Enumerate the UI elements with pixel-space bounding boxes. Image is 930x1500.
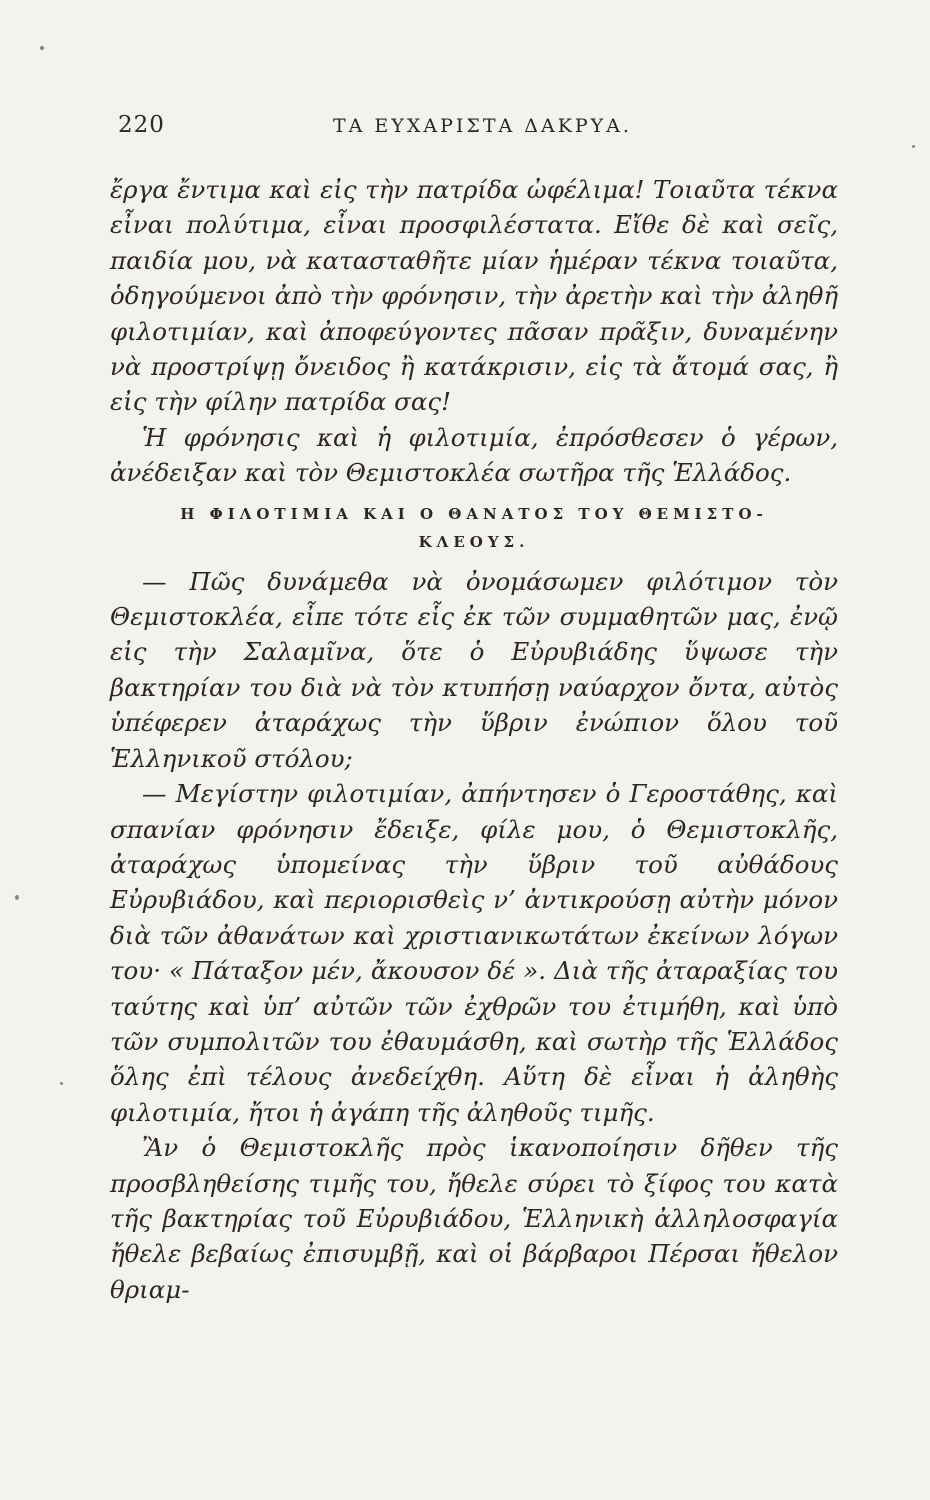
page-header [118,112,830,148]
scan-speck [912,145,915,148]
section-heading [110,500,838,556]
running-title: ΤΑ ΕΥΧΑΡΙΣΤΑ ΔΑΚΡΥΑ. [333,115,632,137]
body-text [110,172,838,1307]
scan-speck [60,1082,63,1085]
section-heading-line: ΚΛΕΟΥΣ. [418,532,530,551]
paragraph: ἔργα ἔντιμα καὶ εἰς τὴν πατρίδα ὠφέλιμα! Τοιαῦτα τέκνα εἶναι πολύτιμα, εἶναι προσφιλέστατα. Εἴθε δὲ καὶ σεῖς, παιδία μου, νὰ κατασταθῆτε μίαν ἡμέραν τέκνα τοιαῦτα, ὁδηγούμενοι ἀπὸ τὴν φρόνησιν, τὴν ἀρετὴν καὶ τὴν ἀληθῆ φιλοτιμίαν, καὶ ἀποφεύγοντες πᾶσαν πρᾶξιν, δυναμένην νὰ προστρίψῃ ὄνειδος ἢ κατάκρισιν, εἰς τὰ ἄτομά σας, ἢ εἰς τὴν φίλην πατρίδα σας! [110,175,838,417]
paragraph: — Πῶς δυνάμεθα νὰ ὀνομάσωμεν φιλότιμον τὸν Θεμιστοκλέα, εἶπε τότε εἷς ἐκ τῶν συμμαθητῶν μας, ἐνῷ εἰς τὴν Σαλαμῖνα, ὅτε ὁ Εὐρυβιάδης ὕψωσε τὴν βακτηρίαν του διὰ νὰ τὸν κτυπήσῃ ναύαρχον ὄντα, αὐτὸς ὑπέφερεν ἀταράχως τὴν ὕβριν ἐνώπιον ὅλου τοῦ Ἑλληνικοῦ στόλου; [110,566,838,773]
scan-speck [15,895,19,900]
paragraph: Ἡ φρόνησις καὶ ἡ φιλοτιμία, ἐπρόσθεσεν ὁ γέρων, ἀνέδειξαν καὶ τὸν Θεμιστοκλέα σωτῆρα τῆς Ἑλλάδος. [110,422,838,488]
paragraph: — Μεγίστην φιλοτιμίαν, ἀπήντησεν ὁ Γεροστάθης, καὶ σπανίαν φρόνησιν ἔδειξε, φίλε μου, ὁ Θεμιστοκλῆς, ἀταράχως ὑπομείνας τὴν ὕβριν τοῦ αὐθάδους Εὐρυβιάδου, καὶ περιορισθεὶς ν’ ἀντικρούσῃ αὐτὴν μόνον διὰ τῶν ἀθανάτων καὶ χριστιανικωτάτων ἐκείνων λόγων του· « Πάταξον μέν, ἄκουσον δέ ». Διὰ τῆς ἀταραξίας του ταύτης καὶ ὑπ’ αὐτῶν τῶν ἐχθρῶν του ἐτιμήθη, καὶ ὑπὸ τῶν συμπολιτῶν του ἐθαυμάσθη, καὶ σωτὴρ τῆς Ἑλλάδος ὅλης ἐπὶ τέλους ἀνεδείχθη. Αὕτη δὲ εἶναι ἡ ἀληθὴς φιλοτιμία, ἤτοι ἡ ἀγάπη τῆς ἀληθοῦς τιμῆς. [110,779,838,1127]
paragraph: Ἂν ὁ Θεμιστοκλῆς πρὸς ἱκανοποίησιν δῆθεν τῆς προσβληθείσης τιμῆς του, ἤθελε σύρει τὸ ξίφος του κατὰ τῆς βακτηρίας τοῦ Εὐρυβιάδου, Ἑλληνικὴ ἀλληλοσφαγία ἤθελε βεβαίως ἐπισυμβῇ, καὶ οἱ βάρβαροι Πέρσαι ἤθελον θριαμ- [110,1133,838,1304]
page-number: 220 [118,112,165,138]
section-heading-line: Η ΦΙΛΟΤΙΜΙΑ ΚΑΙ Ο ΘΑΝΑΤΟΣ ΤΟΥ ΘΕΜΙΣΤΟ- [180,504,768,523]
scan-speck [40,46,44,50]
